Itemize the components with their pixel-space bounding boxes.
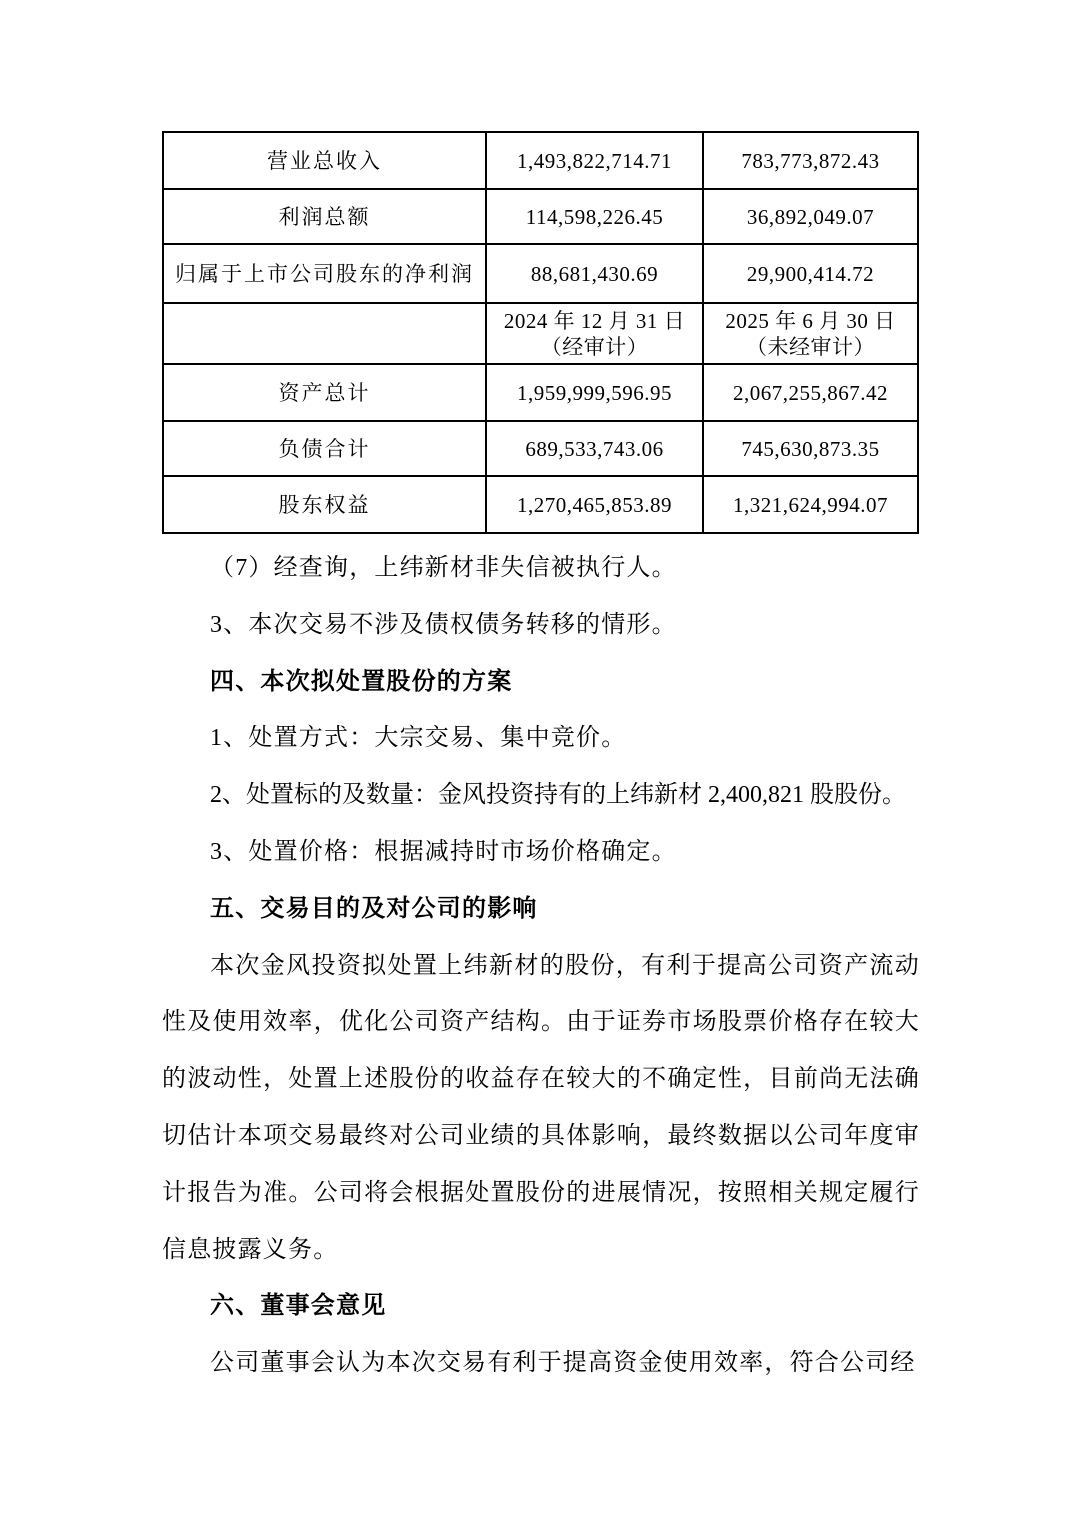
audit-note: （未经审计） bbox=[746, 334, 875, 359]
value-cell: 1,270,465,853.89 bbox=[486, 476, 703, 533]
table-row bbox=[163, 244, 918, 303]
section-heading: 六、董事会意见 bbox=[210, 1293, 387, 1320]
table-row bbox=[163, 189, 918, 244]
table-row bbox=[163, 476, 918, 533]
table-row bbox=[163, 421, 918, 476]
value-cell: 2,067,255,867.42 bbox=[703, 364, 918, 421]
value-cell: 114,598,226.45 bbox=[486, 189, 703, 244]
value-cell: 1,959,999,596.95 bbox=[486, 364, 703, 421]
value-cell: 29,900,414.72 bbox=[703, 244, 918, 303]
date-line: 2025 年 6 月 30 日 bbox=[725, 308, 896, 333]
row-label: 利润总额 bbox=[163, 189, 486, 244]
paragraph: 3、处置价格：根据减持时市场价格确定。 bbox=[210, 838, 677, 865]
section-heading: 五、交易目的及对公司的影响 bbox=[210, 895, 538, 922]
date-line: 2024 年 12 月 31 日 bbox=[503, 308, 686, 333]
audit-note: （经审计） bbox=[540, 334, 649, 359]
row-label bbox=[163, 303, 486, 364]
row-label: 股东权益 bbox=[163, 476, 486, 533]
row-label: 资产总计 bbox=[163, 364, 486, 421]
value-cell: 36,892,049.07 bbox=[703, 189, 918, 244]
table-row bbox=[163, 364, 918, 421]
section-heading: 四、本次拟处置股份的方案 bbox=[210, 668, 513, 695]
value-cell: 1,493,822,714.71 bbox=[486, 132, 703, 189]
table-row bbox=[163, 132, 918, 189]
date-cell bbox=[703, 303, 918, 364]
paragraph: 公司董事会认为本次交易有利于提高资金使用效率，符合公司经 bbox=[210, 1350, 916, 1377]
value-cell: 745,630,873.35 bbox=[703, 421, 918, 476]
row-label: 归属于上市公司股东的净利润 bbox=[163, 244, 486, 303]
paragraph: 3、本次交易不涉及债权债务转移的情形。 bbox=[210, 611, 677, 638]
table-row-date-header bbox=[163, 303, 918, 364]
paragraph: （7）经查询，上纬新材非失信被执行人。 bbox=[210, 555, 677, 581]
value-cell: 88,681,430.69 bbox=[486, 244, 703, 303]
date-cell bbox=[486, 303, 703, 364]
paragraph: 1、处置方式：大宗交易、集中竞价。 bbox=[210, 725, 627, 752]
document-body bbox=[162, 540, 920, 1392]
value-cell: 689,533,743.06 bbox=[486, 421, 703, 476]
row-label: 营业总收入 bbox=[163, 132, 486, 189]
value-cell: 1,321,624,994.07 bbox=[703, 476, 918, 533]
value-cell: 783,773,872.43 bbox=[703, 132, 918, 189]
financial-table bbox=[162, 131, 919, 534]
paragraph: 2、处置标的及数量：金风投资持有的上纬新材 2,400,821 股股份。 bbox=[210, 782, 906, 809]
row-label: 负债合计 bbox=[163, 421, 486, 476]
paragraph: 本次金风投资拟处置上纬新材的股份，有利于提高公司资产流动性及使用效率，优化公司资产结构。由于证券市场股票价格存在较大的波动性，处置上述股份的收益存在较大的不确定性，目前尚无法确切估计本项交易最终对公司业绩的具体影响，最终数据以公司年度审计报告为准。公司将会根据处置股份的进展情况，按照相关规定履行信息披露义务。 bbox=[162, 952, 920, 1263]
